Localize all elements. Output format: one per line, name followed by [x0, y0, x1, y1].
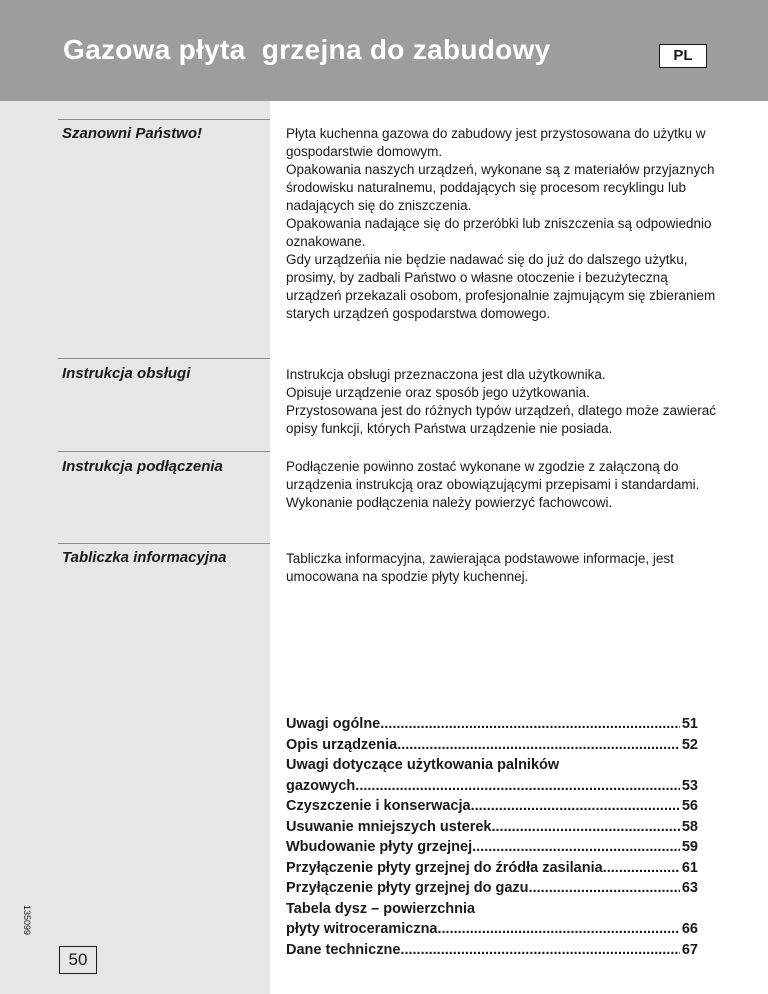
paragraph: Wykonanie podłączenia należy powierzyć fachowcowi. [286, 495, 613, 510]
toc-entry [286, 714, 698, 735]
toc-leader-dots [355, 776, 680, 797]
toc-entry-label: Przyłączenie płyty grzejnej do gazu [286, 880, 529, 896]
section-body-greeting [286, 125, 726, 323]
section-divider [58, 358, 270, 359]
toc-entry-page: 67 [681, 941, 698, 958]
left-column [0, 101, 270, 994]
table-of-contents [286, 714, 698, 960]
section-divider [58, 543, 270, 544]
paragraph: Przystosowana jest do różnych typów urządzeń, dlatego może zawierać opisy funkcji, których Państwa urządzenie nie posiada. [286, 403, 716, 436]
toc-entry-page: 51 [681, 716, 698, 732]
toc-entry-label: Przyłączenie płyty grzejnej do źródła zasilania [286, 859, 603, 876]
toc-entry-page: 56 [681, 798, 698, 814]
toc-leader-dots [472, 837, 680, 858]
toc-entry [286, 878, 698, 899]
toc-entry-label: Czyszczenie i konserwacja [286, 798, 471, 814]
toc-entry-label: Dane techniczne [286, 941, 401, 958]
toc-leader-dots [380, 714, 680, 735]
toc-leader-dots [603, 858, 680, 879]
toc-entry-label: płyty witroceramiczna [286, 921, 438, 937]
toc-entry-page: 52 [681, 736, 698, 753]
toc-entry [286, 837, 698, 858]
document-code: 135099 [22, 905, 32, 936]
toc-entry-label: Opis urządzenia [286, 736, 398, 753]
toc-entry-page: 58 [681, 818, 698, 835]
section-heading-rating-plate: Tabliczka informacyjna [62, 549, 227, 566]
toc-entry-page: 59 [681, 839, 698, 855]
section-divider [58, 119, 270, 120]
toc-leader-dots [400, 940, 679, 961]
page-number: 50 [59, 946, 97, 974]
toc-entry [286, 817, 698, 838]
toc-entry [286, 940, 698, 961]
paragraph: Tabliczka informacyjna, zawierająca podstawowe informacje, jest umocowana na spodzie płyty kuchennej. [286, 551, 674, 584]
toc-leader-dots [529, 878, 680, 899]
toc-leader-dots [492, 817, 680, 838]
toc-entry [286, 858, 698, 879]
toc-entry [286, 735, 698, 756]
toc-entry [286, 796, 698, 817]
section-divider [58, 451, 270, 452]
paragraph: Podłączenie powinno zostać wykonane w zgodzie z załączoną do urządzenia instrukcją oraz obowiązującymi przepisami i standardami. [286, 459, 700, 492]
toc-leader-dots [397, 735, 680, 756]
section-body-rating-plate [286, 550, 726, 586]
toc-entry-label: Uwagi ogólne [286, 716, 381, 732]
toc-entry [286, 776, 698, 797]
paragraph: Gdy urządzeńia nie będzie nadawać się do już do dalszego użytku, prosimy, by zadbali Państwo o własne otoczenie i bezużyteczną urządzeń przekazali osobom, profesjonalnie zajmującym się zbieraniem starych urządzeń gospodarstwa domowego. [286, 252, 716, 321]
paragraph: Opakowania naszych urządzeń, wykonane są z materiałów przyjaznych środowisku naturalnemu, poddających się procesom recyklingu lub nadających się do zniszczenia. [286, 162, 715, 213]
language-badge: PL [659, 44, 707, 68]
toc-entry-label: Tabela dysz – powierzchnia [286, 900, 476, 917]
toc-entry [286, 755, 698, 776]
paragraph: Instrukcja obsługi przeznaczona jest dla użytkownika. [286, 367, 606, 382]
paragraph: Płyta kuchenna gazowa do zabudowy jest przystosowana do użytku w gospodarstwie domowym. [286, 126, 706, 159]
toc-entry-page: 63 [681, 880, 698, 896]
toc-entry-label: Uwagi dotyczące użytkowania palników [286, 757, 560, 773]
toc-entry [286, 919, 698, 940]
section-body-connection [286, 458, 726, 512]
page-title: Gazowa płyta grzejna do zabudowy [63, 34, 551, 65]
toc-entry-label: gazowych [286, 777, 356, 794]
section-heading-greeting: Szanowni Państwo! [62, 125, 203, 142]
section-heading-connection: Instrukcja podłączenia [62, 458, 223, 475]
toc-entry-label: Usuwanie mniejszych usterek [286, 818, 492, 835]
toc-entry-label: Wbudowanie płyty grzejnej [286, 839, 473, 855]
section-body-user-manual [286, 366, 726, 438]
toc-leader-dots [438, 919, 680, 940]
section-heading-user-manual: Instrukcja obsługi [62, 365, 191, 382]
page-header [0, 0, 768, 101]
toc-entry-page: 53 [681, 777, 698, 794]
toc-entry-page: 66 [681, 921, 698, 937]
toc-leader-dots [471, 796, 680, 817]
paragraph: Opisuje urządzenie oraz sposób jego użytkowania. [286, 385, 590, 400]
toc-entry-page: 61 [681, 859, 698, 876]
toc-entry [286, 899, 698, 920]
paragraph: Opakowania nadające się do przeróbki lub zniszczenia są odpowiednio oznakowane. [286, 216, 712, 249]
